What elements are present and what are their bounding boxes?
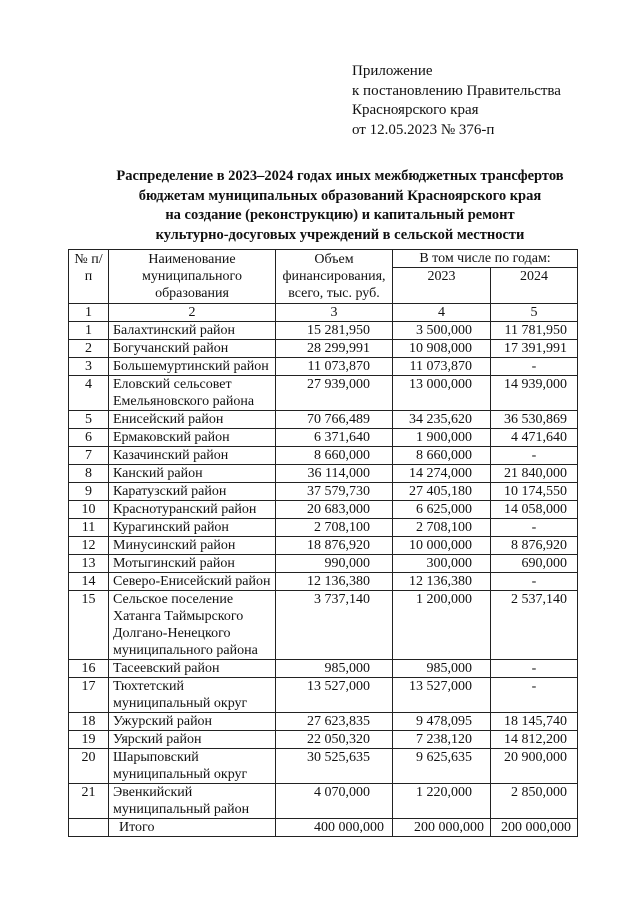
row-name: Еловский сельсовет Емельяновского района xyxy=(109,376,276,411)
row-name: Северо-Енисейский район xyxy=(109,573,276,591)
row-2024: 4 471,640 xyxy=(491,429,578,447)
column-number-row xyxy=(69,304,578,322)
transfers-table xyxy=(68,249,578,837)
row-2023: 9 478,095 xyxy=(393,713,491,731)
row-num: 11 xyxy=(69,519,109,537)
row-num: 19 xyxy=(69,731,109,749)
row-volume: 28 299,991 xyxy=(276,340,393,358)
row-2023: 1 900,000 xyxy=(393,429,491,447)
row-2023: 1 220,000 xyxy=(393,784,491,819)
row-volume: 22 050,320 xyxy=(276,731,393,749)
total-2023: 200 000,000 xyxy=(393,819,491,837)
row-volume: 4 070,000 xyxy=(276,784,393,819)
row-volume: 11 073,870 xyxy=(276,358,393,376)
row-num: 2 xyxy=(69,340,109,358)
row-volume: 37 579,730 xyxy=(276,483,393,501)
row-2024: 20 900,000 xyxy=(491,749,578,784)
row-name: Енисейский район xyxy=(109,411,276,429)
row-num: 5 xyxy=(69,411,109,429)
table-body xyxy=(69,322,578,819)
row-num: 21 xyxy=(69,784,109,819)
row-2024: 11 781,950 xyxy=(491,322,578,340)
row-volume: 27 939,000 xyxy=(276,376,393,411)
table-row xyxy=(69,429,578,447)
table-row xyxy=(69,358,578,376)
row-num: 3 xyxy=(69,358,109,376)
row-name: Уярский район xyxy=(109,731,276,749)
row-2023: 12 136,380 xyxy=(393,573,491,591)
title-line-2: бюджетам муниципальных образований Красноярского края xyxy=(138,187,542,204)
row-num: 20 xyxy=(69,749,109,784)
row-volume: 36 114,000 xyxy=(276,465,393,483)
row-volume: 70 766,489 xyxy=(276,411,393,429)
row-2024: 690,000 xyxy=(491,555,578,573)
header-year-2023: 2023 xyxy=(393,268,491,304)
row-name: Канский район xyxy=(109,465,276,483)
col-number: 2 xyxy=(109,304,276,322)
appendix-line-2: к постановлению Правительства xyxy=(352,82,561,99)
row-volume: 3 737,140 xyxy=(276,591,393,660)
appendix-line-3: Красноярского края xyxy=(352,102,479,118)
row-2023: 300,000 xyxy=(393,555,491,573)
row-name: Курагинский район xyxy=(109,519,276,537)
row-num: 4 xyxy=(69,376,109,411)
row-2024: - xyxy=(491,573,578,591)
table-row xyxy=(69,555,578,573)
col-number: 4 xyxy=(393,304,491,322)
row-2024: 2 537,140 xyxy=(491,591,578,660)
row-volume: 18 876,920 xyxy=(276,537,393,555)
row-2024: 21 840,000 xyxy=(491,465,578,483)
table-row xyxy=(69,376,578,411)
row-2023: 3 500,000 xyxy=(393,322,491,340)
row-2024: 2 850,000 xyxy=(491,784,578,819)
row-volume: 27 623,835 xyxy=(276,713,393,731)
row-name: Казачинский район xyxy=(109,447,276,465)
table-row xyxy=(69,573,578,591)
table-row xyxy=(69,678,578,713)
row-2023: 14 274,000 xyxy=(393,465,491,483)
appendix-header xyxy=(352,62,561,140)
row-num: 10 xyxy=(69,501,109,519)
total-num xyxy=(69,819,109,837)
col-number: 5 xyxy=(491,304,578,322)
table-row xyxy=(69,519,578,537)
row-name: Тасеевский район xyxy=(109,660,276,678)
row-2023: 34 235,620 xyxy=(393,411,491,429)
row-num: 8 xyxy=(69,465,109,483)
total-label: Итого xyxy=(109,819,276,837)
row-num: 16 xyxy=(69,660,109,678)
row-volume: 20 683,000 xyxy=(276,501,393,519)
row-2024: - xyxy=(491,660,578,678)
col-number: 3 xyxy=(276,304,393,322)
row-2024: 14 812,200 xyxy=(491,731,578,749)
title-line-3: на создание (реконструкцию) и капитальный ремонт xyxy=(165,207,515,223)
row-2023: 27 405,180 xyxy=(393,483,491,501)
row-num: 14 xyxy=(69,573,109,591)
row-2024: 14 058,000 xyxy=(491,501,578,519)
header-by-years: В том числе по годам: xyxy=(393,250,578,268)
table-row xyxy=(69,784,578,819)
total-2024: 200 000,000 xyxy=(491,819,578,837)
table-row xyxy=(69,411,578,429)
row-2024: 17 391,991 xyxy=(491,340,578,358)
row-num: 13 xyxy=(69,555,109,573)
row-num: 17 xyxy=(69,678,109,713)
row-name: Минусинский район xyxy=(109,537,276,555)
table-row xyxy=(69,660,578,678)
row-name: Ужурский район xyxy=(109,713,276,731)
col-number: 1 xyxy=(69,304,109,322)
row-2024: 18 145,740 xyxy=(491,713,578,731)
row-2024: 8 876,920 xyxy=(491,537,578,555)
row-2024: 10 174,550 xyxy=(491,483,578,501)
row-num: 12 xyxy=(69,537,109,555)
row-2024: - xyxy=(491,358,578,376)
row-name: Мотыгинский район xyxy=(109,555,276,573)
row-2023: 8 660,000 xyxy=(393,447,491,465)
row-2023: 13 000,000 xyxy=(393,376,491,411)
row-name: Тюхтетский муниципальный округ xyxy=(109,678,276,713)
table-row xyxy=(69,749,578,784)
row-volume: 2 708,100 xyxy=(276,519,393,537)
row-2023: 1 200,000 xyxy=(393,591,491,660)
header-year-2024: 2024 xyxy=(491,268,578,304)
row-name: Богучанский район xyxy=(109,340,276,358)
row-2023: 7 238,120 xyxy=(393,731,491,749)
row-volume: 13 527,000 xyxy=(276,678,393,713)
row-volume: 990,000 xyxy=(276,555,393,573)
table-row xyxy=(69,322,578,340)
row-name: Сельское поселение Хатанга Таймырского Долгано-Ненецкого муниципального района xyxy=(109,591,276,660)
row-name: Эвенкийский муниципальный район xyxy=(109,784,276,819)
header-name: Наименование муниципального образования xyxy=(109,250,276,304)
row-2023: 985,000 xyxy=(393,660,491,678)
row-name: Шарыповский муниципальный округ xyxy=(109,749,276,784)
header-num: № п/п xyxy=(69,250,109,304)
row-2024: - xyxy=(491,678,578,713)
row-2023: 13 527,000 xyxy=(393,678,491,713)
document-title xyxy=(60,167,620,245)
row-2024: - xyxy=(491,519,578,537)
table-row xyxy=(69,501,578,519)
row-name: Большемуртинский район xyxy=(109,358,276,376)
row-num: 7 xyxy=(69,447,109,465)
row-name: Ермаковский район xyxy=(109,429,276,447)
title-line-4: культурно-досуговых учреждений в сельской местности xyxy=(155,226,525,243)
row-2023: 10 908,000 xyxy=(393,340,491,358)
row-2024: 14 939,000 xyxy=(491,376,578,411)
row-2023: 10 000,000 xyxy=(393,537,491,555)
table-row xyxy=(69,340,578,358)
row-num: 1 xyxy=(69,322,109,340)
row-volume: 8 660,000 xyxy=(276,447,393,465)
appendix-line-4: от 12.05.2023 № 376-п xyxy=(352,121,495,138)
title-line-1: Распределение в 2023–2024 годах иных межбюджетных трансфертов xyxy=(116,168,564,184)
total-row xyxy=(69,819,578,837)
table-row xyxy=(69,537,578,555)
row-name: Краснотуранский район xyxy=(109,501,276,519)
table-row xyxy=(69,731,578,749)
table-row xyxy=(69,483,578,501)
row-num: 9 xyxy=(69,483,109,501)
table-row xyxy=(69,447,578,465)
row-2023: 11 073,870 xyxy=(393,358,491,376)
row-2023: 9 625,635 xyxy=(393,749,491,784)
row-2023: 6 625,000 xyxy=(393,501,491,519)
table-row xyxy=(69,465,578,483)
table-header-row xyxy=(69,250,578,268)
total-volume: 400 000,000 xyxy=(276,819,393,837)
appendix-line-1: Приложение xyxy=(352,63,433,79)
row-2023: 2 708,100 xyxy=(393,519,491,537)
row-2024: 36 530,869 xyxy=(491,411,578,429)
row-2024: - xyxy=(491,447,578,465)
row-volume: 6 371,640 xyxy=(276,429,393,447)
row-name: Балахтинский район xyxy=(109,322,276,340)
row-num: 15 xyxy=(69,591,109,660)
row-volume: 30 525,635 xyxy=(276,749,393,784)
row-volume: 985,000 xyxy=(276,660,393,678)
row-num: 6 xyxy=(69,429,109,447)
row-num: 18 xyxy=(69,713,109,731)
row-volume: 15 281,950 xyxy=(276,322,393,340)
header-volume: Объем финансирования, всего, тыс. руб. xyxy=(276,250,393,304)
row-name: Каратузский район xyxy=(109,483,276,501)
table-row xyxy=(69,713,578,731)
table-row xyxy=(69,591,578,660)
row-volume: 12 136,380 xyxy=(276,573,393,591)
